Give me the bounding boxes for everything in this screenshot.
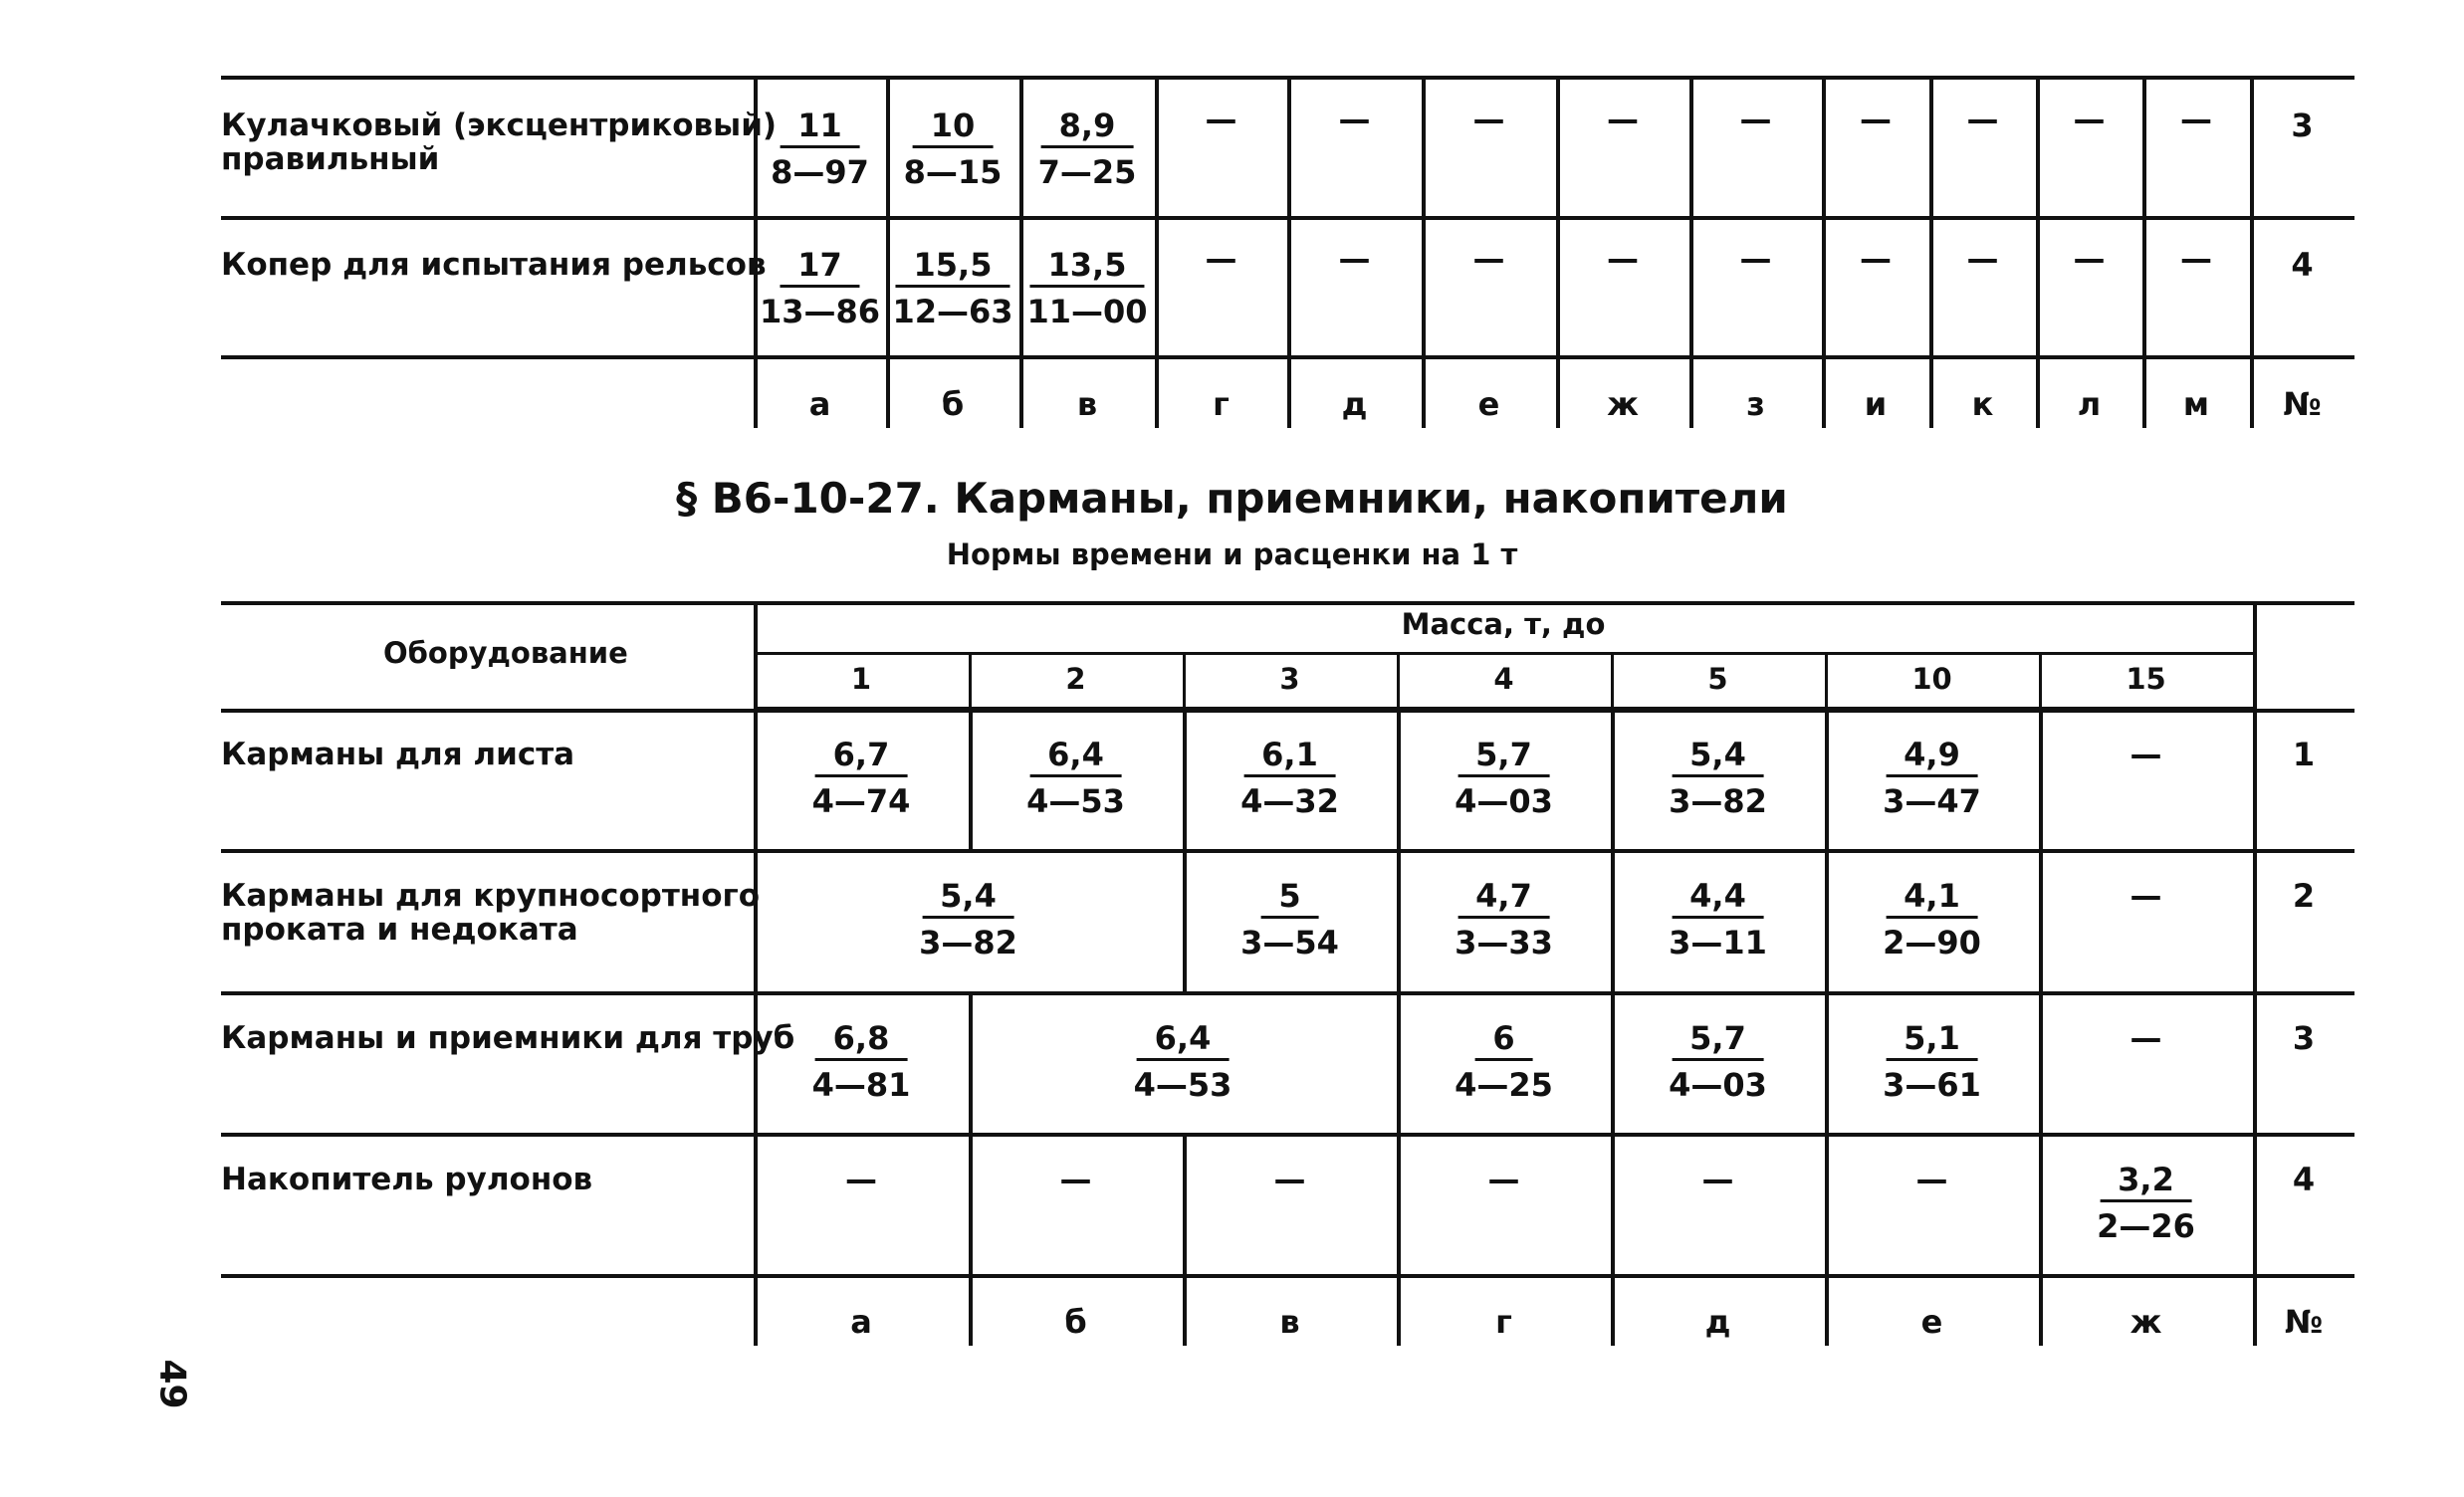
column-letter: № — [2283, 385, 2322, 423]
mass-column: 1 — [850, 662, 872, 696]
column-divider — [1183, 1133, 1187, 1274]
rate-price: 3—54 — [1240, 924, 1339, 962]
norm-time: 5 — [1260, 878, 1318, 919]
rate-price: 4—25 — [1455, 1066, 1553, 1104]
empty-dash: — — [1472, 240, 1505, 278]
norm-fraction — [771, 107, 869, 190]
empty-dash: 4 — [2292, 1161, 2316, 1198]
norm-fraction — [1038, 107, 1137, 190]
norm-time: 3,2 — [2100, 1162, 2192, 1202]
empty-dash: — — [1487, 1161, 1520, 1198]
column-letter: в — [1076, 385, 1098, 423]
column-divider — [2142, 78, 2146, 428]
rate-price: 4—53 — [1133, 1066, 1232, 1104]
rule-line — [221, 991, 2354, 995]
norm-fraction — [1240, 878, 1339, 961]
norm-time: 5,4 — [1672, 737, 1764, 777]
norm-time: 8,9 — [1041, 107, 1134, 148]
column-letter: д — [1704, 1303, 1731, 1341]
empty-dash: — — [1205, 240, 1237, 278]
mass-column: 3 — [1279, 662, 1300, 696]
norm-time: 4,7 — [1457, 878, 1550, 919]
header-mass: Масса, т, до — [1401, 607, 1606, 641]
norm-time: 5,7 — [1672, 1020, 1764, 1061]
rate-price: 12—63 — [892, 293, 1013, 330]
empty-dash: — — [1338, 101, 1371, 138]
column-divider — [1611, 709, 1615, 849]
equipment-name: Кулачковый (эксцентриковый) — [221, 107, 778, 143]
column-letter: г — [1213, 385, 1230, 423]
norm-time: 4,4 — [1672, 878, 1764, 919]
column-divider — [1611, 991, 1615, 1133]
equipment-name: Копер для испытания рельсов — [221, 247, 767, 283]
empty-dash: — — [2129, 736, 2162, 773]
norm-time: 4,9 — [1886, 737, 1978, 777]
norm-time: 6 — [1474, 1020, 1532, 1061]
empty-dash: — — [1915, 1161, 1948, 1198]
column-letter: е — [1920, 1303, 1943, 1341]
norm-fraction — [1883, 1020, 1981, 1103]
rate-price: 4—53 — [1026, 782, 1125, 820]
section-title: § В6-10-27. Карманы, приемники, накопители — [676, 474, 1788, 523]
empty-dash: — — [1701, 1161, 1734, 1198]
mass-column: 15 — [2126, 662, 2166, 696]
empty-dash: — — [2180, 101, 2212, 138]
page-number: 49 — [151, 1359, 193, 1409]
norm-fraction — [2097, 1162, 2195, 1244]
norm-time: 15,5 — [896, 247, 1010, 288]
column-letter: а — [808, 385, 831, 423]
rate-price: 3—82 — [1669, 782, 1767, 820]
column-divider — [1689, 78, 1693, 428]
empty-dash: — — [1860, 101, 1892, 138]
empty-dash: — — [1472, 101, 1505, 138]
mass-column: 4 — [1493, 662, 1514, 696]
equipment-name: Карманы для крупносортного — [221, 878, 761, 914]
equipment-name: Накопитель рулонов — [221, 1162, 593, 1197]
column-divider — [1155, 78, 1159, 428]
empty-dash: 2 — [2292, 877, 2316, 915]
column-divider — [969, 1276, 973, 1346]
norm-time: 6,1 — [1243, 737, 1336, 777]
norm-time: 10 — [913, 107, 994, 148]
empty-dash: — — [1607, 240, 1639, 278]
column-divider — [1822, 78, 1826, 428]
column-divider — [1183, 849, 1187, 991]
rate-price: 4—03 — [1455, 782, 1553, 820]
norm-fraction — [1026, 737, 1125, 819]
mass-column: 10 — [1911, 662, 1952, 696]
norm-fraction — [1455, 737, 1553, 819]
norm-fraction — [1669, 1020, 1767, 1103]
column-letter: ж — [1607, 385, 1639, 423]
norm-time: 5,7 — [1457, 737, 1550, 777]
rate-price: 2—26 — [2097, 1207, 2195, 1245]
norm-fraction — [1134, 1020, 1232, 1103]
column-divider — [1397, 709, 1401, 849]
column-letter: а — [850, 1303, 872, 1341]
column-letter: к — [1971, 385, 1994, 423]
rate-price: 2—90 — [1883, 924, 1981, 962]
norm-fraction — [904, 107, 1003, 190]
rate-price: 3—82 — [919, 924, 1017, 962]
equipment-name: Карманы и приемники для труб — [221, 1020, 795, 1056]
column-divider — [1397, 991, 1401, 1133]
column-divider — [2039, 849, 2043, 991]
rate-price: 4—32 — [1240, 782, 1339, 820]
equipment-name-cont: проката и недоката — [221, 912, 578, 948]
norm-fraction — [1669, 878, 1767, 961]
column-divider — [969, 1133, 973, 1274]
norm-fraction — [919, 878, 1017, 961]
equipment-name-cont: правильный — [221, 141, 440, 177]
column-divider — [1611, 849, 1615, 991]
rate-price: 8—97 — [771, 153, 869, 191]
column-divider — [1422, 78, 1426, 428]
column-divider — [1825, 991, 1829, 1133]
empty-dash: — — [2129, 1019, 2162, 1057]
empty-dash: 1 — [2292, 736, 2316, 773]
column-divider — [1825, 849, 1829, 991]
section-subtitle: Нормы времени и расценки на 1 т — [946, 537, 1518, 571]
norm-fraction — [1026, 247, 1147, 329]
norm-time: 17 — [780, 247, 860, 288]
column-divider — [1929, 78, 1933, 428]
mass-column: 5 — [1707, 662, 1728, 696]
column-letter: д — [1341, 385, 1368, 423]
norm-time: 5,1 — [1886, 1020, 1978, 1061]
empty-dash: 4 — [2291, 246, 2314, 284]
norm-fraction — [1455, 1020, 1553, 1103]
empty-dash: 3 — [2291, 107, 2314, 144]
norm-time: 13,5 — [1030, 247, 1145, 288]
rate-price: 3—61 — [1883, 1066, 1981, 1104]
norm-time: 6,4 — [1029, 737, 1122, 777]
rate-price: 7—25 — [1037, 153, 1137, 191]
empty-dash: — — [1607, 101, 1639, 138]
column-divider — [1287, 78, 1291, 428]
column-letter: м — [2182, 385, 2210, 423]
column-divider — [2253, 603, 2257, 1346]
mass-column: 2 — [1065, 662, 1086, 696]
rule-line — [221, 849, 2354, 853]
column-letter: б — [1064, 1303, 1087, 1341]
column-divider — [1556, 78, 1560, 428]
empty-dash: — — [1966, 240, 1999, 278]
rule-line — [754, 652, 2253, 655]
rule-line — [221, 1133, 2354, 1137]
rule-line — [221, 1274, 2354, 1278]
column-divider — [1611, 1276, 1615, 1346]
column-letter: ж — [2129, 1303, 2162, 1341]
column-divider — [2036, 78, 2040, 428]
rule-line — [221, 709, 2354, 713]
column-letter: г — [1495, 1303, 1512, 1341]
empty-dash: — — [1338, 240, 1371, 278]
column-divider — [2250, 78, 2254, 428]
empty-dash: — — [2180, 240, 2212, 278]
equipment-name: Карманы для листа — [221, 737, 575, 772]
empty-dash: — — [1205, 101, 1237, 138]
norm-fraction — [892, 247, 1012, 329]
norm-time: 5,4 — [922, 878, 1014, 919]
rate-price: 8—15 — [903, 153, 1003, 191]
norm-fraction — [1883, 737, 1981, 819]
empty-dash: — — [1739, 240, 1772, 278]
column-divider — [886, 78, 890, 428]
rate-price: 3—11 — [1669, 924, 1767, 962]
rate-price: 4—74 — [811, 782, 911, 820]
norm-time: 6,4 — [1137, 1020, 1230, 1061]
column-letter: и — [1864, 385, 1888, 423]
column-divider — [1019, 78, 1023, 428]
column-divider — [2039, 1276, 2043, 1346]
norm-fraction — [1669, 737, 1767, 819]
rate-price: 4—81 — [811, 1066, 911, 1104]
column-letter: в — [1279, 1303, 1300, 1341]
norm-fraction — [1240, 737, 1339, 819]
column-divider — [2039, 1133, 2043, 1274]
column-divider — [1397, 849, 1401, 991]
norm-time: 4,1 — [1886, 878, 1978, 919]
empty-dash: 3 — [2292, 1019, 2316, 1057]
rate-price: 13—86 — [759, 293, 881, 330]
empty-dash: — — [2073, 101, 2106, 138]
column-divider — [969, 991, 973, 1133]
column-divider — [1825, 709, 1829, 849]
column-divider — [969, 709, 973, 849]
column-divider — [1183, 709, 1187, 849]
rate-price: 11—00 — [1026, 293, 1148, 330]
column-divider — [2039, 991, 2043, 1133]
column-letter: № — [2284, 1303, 2324, 1341]
column-divider — [1611, 1133, 1615, 1274]
column-letter: л — [2077, 385, 2102, 423]
empty-dash: — — [845, 1161, 877, 1198]
empty-dash: — — [1739, 101, 1772, 138]
rate-price: 4—03 — [1669, 1066, 1767, 1104]
column-letter: е — [1477, 385, 1500, 423]
column-divider — [1183, 1276, 1187, 1346]
column-divider — [1397, 1133, 1401, 1274]
norm-fraction — [812, 1020, 911, 1103]
norm-time: 6,8 — [815, 1020, 908, 1061]
empty-dash: — — [2129, 877, 2162, 915]
norm-fraction — [812, 737, 911, 819]
rate-price: 3—47 — [1883, 782, 1981, 820]
empty-dash: — — [2073, 240, 2106, 278]
column-divider — [1825, 1133, 1829, 1274]
norm-time: 6,7 — [815, 737, 908, 777]
column-divider — [1397, 1276, 1401, 1346]
column-divider — [2039, 709, 2043, 849]
empty-dash: — — [1059, 1161, 1092, 1198]
column-letter: з — [1746, 385, 1765, 423]
column-divider — [754, 603, 758, 1346]
empty-dash: — — [1860, 240, 1892, 278]
rule-line — [221, 601, 2354, 605]
header-equipment: Оборудование — [383, 636, 628, 670]
empty-dash: — — [1273, 1161, 1306, 1198]
norm-fraction — [760, 247, 880, 329]
norm-fraction — [1883, 878, 1981, 961]
norm-fraction — [1455, 878, 1553, 961]
column-divider — [1825, 1276, 1829, 1346]
rate-price: 3—33 — [1455, 924, 1553, 962]
norm-time: 11 — [780, 107, 860, 148]
empty-dash: — — [1966, 101, 1999, 138]
column-letter: б — [941, 385, 965, 423]
